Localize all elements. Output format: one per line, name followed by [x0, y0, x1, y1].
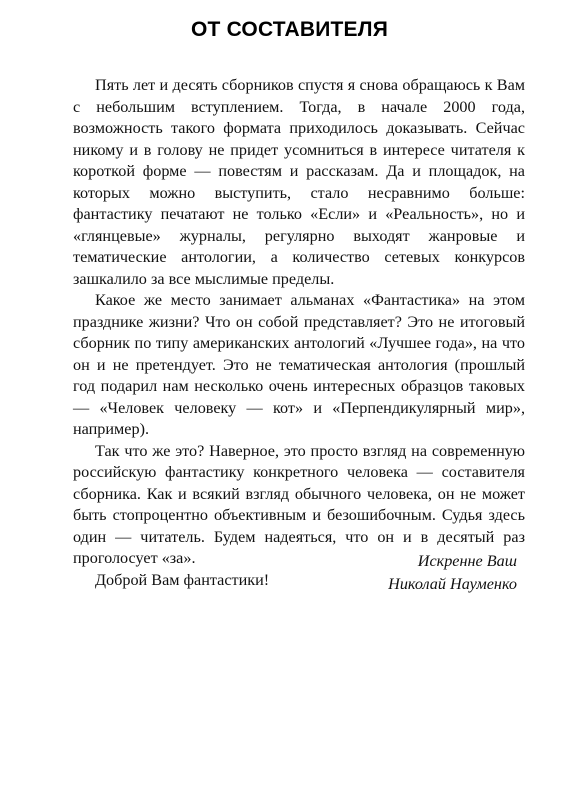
paragraph: Пять лет и десять сборников спустя я снова обращаюсь к Вам с небольшим вступлением. Тогда, в начале 2000 года, возможность такого формата приходилось доказывать. Сейчас никому и в голову не придет усомниться в интересе читателя к короткой форме — повестям и рассказам. Да и площадок, на которых можно выступить, стало несравнимо больше: фантастику печатают не только «Если» и «Реальность», но и «глянцевые» журналы, регулярно выходят жанровые и тематические антологии, а количество сетевых конкурсов зашкалило за все мыслимые пределы.	[73, 76, 525, 288]
paragraph: Доброй Вам фантастики!	[95, 570, 270, 589]
page-title: ОТ СОСТАВИТЕЛЯ	[190, 18, 388, 41]
signature-author: Николай Науменко	[388, 575, 517, 593]
signature-closing: Искренне Ваш	[417, 552, 517, 570]
body-text	[73, 75, 525, 591]
paragraph: Какое же место занимает альманах «Фантастика» на этом празднике жизни? Что он собой представляет? Это не итоговый сборник по типу американских антологий «Лучшее года», на что он и не претендует. Это не тематическая антология (прошлый год подарил нам несколько очень интересных образцов таковых — «Человек человеку — кот» и «Перпендикулярный мир», например).	[73, 291, 525, 438]
paragraph: Так что же это? Наверное, это просто взгляд на современную российскую фантастику конкретного человека — составителя сборника. Как и всякий взгляд обычного человека, он не может быть стопроцентно объективным и безошибочным. Судья здесь один — читатель. Будем надеяться, что он и в десятый раз проголосует «за».	[73, 441, 525, 567]
signature-block	[388, 550, 517, 596]
